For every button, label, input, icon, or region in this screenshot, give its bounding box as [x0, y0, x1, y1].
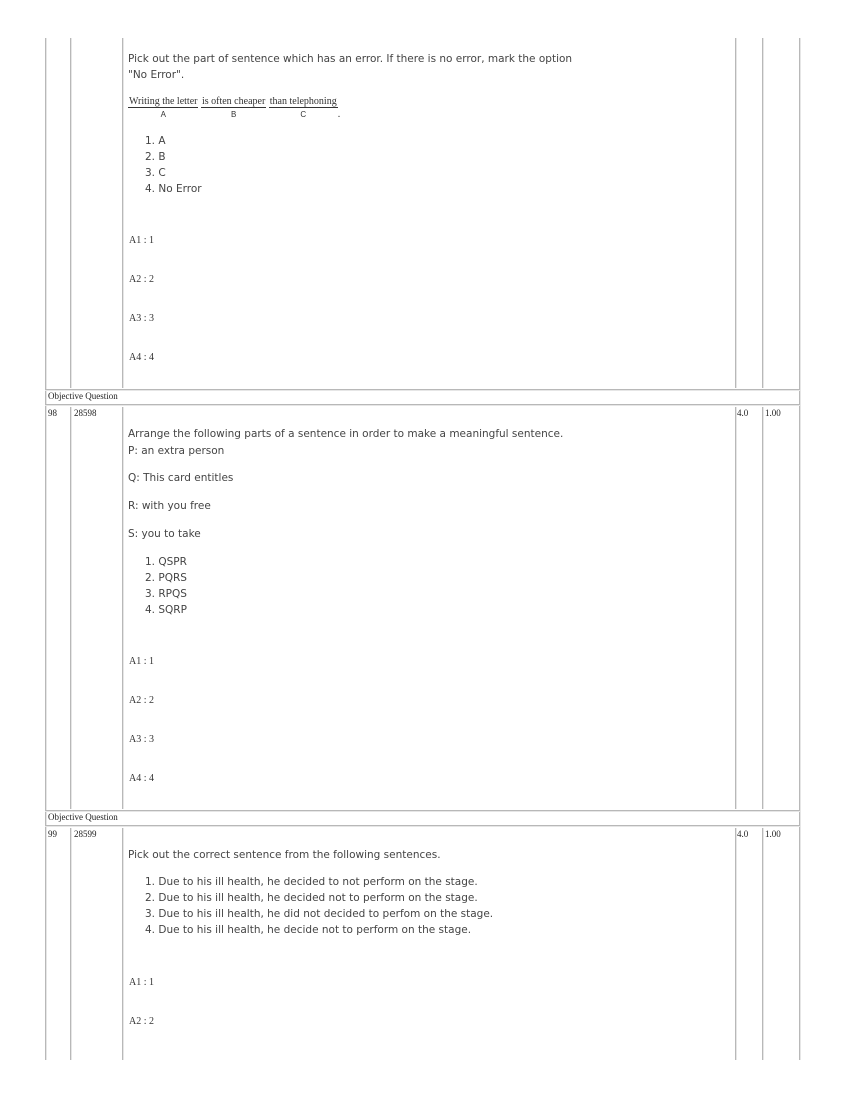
question-negative-marks: 1.00	[765, 408, 781, 418]
answer-label: A4 : 4	[129, 352, 154, 363]
sentence-part: S: you to take	[128, 528, 201, 540]
column-divider-marks	[762, 38, 763, 388]
sentence-part: P: an extra person	[128, 445, 225, 457]
row-divider	[45, 389, 800, 390]
answer-label: A2 : 2	[129, 1016, 154, 1027]
answer-label: A3 : 3	[129, 734, 154, 745]
option-item: 4. SQRP	[145, 604, 187, 616]
question-negative-marks: 1.00	[765, 829, 781, 839]
question-marks: 4.0	[737, 408, 749, 418]
answer-label: A1 : 1	[129, 656, 154, 667]
option-list	[145, 554, 187, 618]
option-item: 2. B	[145, 151, 166, 163]
sentence-part: Q: This card entitles	[128, 472, 234, 484]
question-text: Pick out the part of sentence which has an error. If there is no error, mark the option "No Error".	[128, 53, 573, 82]
column-divider-number	[70, 38, 71, 388]
question-number: 98	[48, 408, 57, 418]
table-border-left	[45, 38, 46, 1060]
question-id: 28598	[74, 408, 97, 418]
sentence-part-b: is often cheaper B	[201, 96, 266, 119]
answer-label: A2 : 2	[129, 274, 154, 285]
option-list	[145, 133, 202, 197]
answer-label: A3 : 3	[129, 313, 154, 324]
column-divider-marks	[762, 407, 763, 809]
column-divider-number	[70, 407, 71, 809]
option-item: 3. C	[145, 167, 166, 179]
answer-label: A4 : 4	[129, 773, 154, 784]
row-divider	[45, 825, 800, 826]
column-divider-marks	[762, 828, 763, 1060]
error-sentence	[128, 96, 340, 120]
column-divider-question	[735, 407, 736, 809]
sentence-part-c: than telephoning C	[269, 96, 337, 119]
answer-label: A2 : 2	[129, 695, 154, 706]
question-type-label: Objective Question	[48, 391, 118, 401]
option-item: 2. Due to his ill health, he decided not to perform on the stage.	[145, 892, 478, 904]
column-divider-question	[735, 38, 736, 388]
column-divider-question	[735, 828, 736, 1060]
option-item: 1. A	[145, 135, 166, 147]
row-divider	[45, 810, 800, 811]
option-item: 1. Due to his ill health, he decided to not perform on the stage.	[145, 876, 478, 888]
question-text: Pick out the correct sentence from the following sentences.	[128, 849, 441, 861]
column-divider-id	[122, 407, 123, 809]
sentence-part: R: with you free	[128, 500, 211, 512]
sentence-part-a: Writing the letter A	[129, 96, 198, 119]
row-divider	[45, 404, 800, 405]
option-item: 2. PQRS	[145, 572, 187, 584]
question-marks: 4.0	[737, 829, 749, 839]
answer-label: A1 : 1	[129, 235, 154, 246]
column-divider-id	[122, 38, 123, 388]
column-divider-number	[70, 828, 71, 1060]
question-number: 99	[48, 829, 57, 839]
sentence-end: .	[337, 109, 341, 120]
table-border-right	[799, 38, 800, 1060]
answer-label: A1 : 1	[129, 977, 154, 988]
option-item: 4. Due to his ill health, he decide not to perform on the stage.	[145, 924, 472, 936]
question-text: Arrange the following parts of a sentence in order to make a meaningful sentence.	[128, 428, 564, 440]
option-item: 3. RPQS	[145, 588, 187, 600]
option-item: 3. Due to his ill health, he did not decided to perfom on the stage.	[145, 908, 494, 920]
option-list	[145, 874, 493, 938]
question-id: 28599	[74, 829, 97, 839]
option-item: 1. QSPR	[145, 556, 187, 568]
column-divider-id	[122, 828, 123, 1060]
option-item: 4. No Error	[145, 183, 202, 195]
question-type-label: Objective Question	[48, 812, 118, 822]
